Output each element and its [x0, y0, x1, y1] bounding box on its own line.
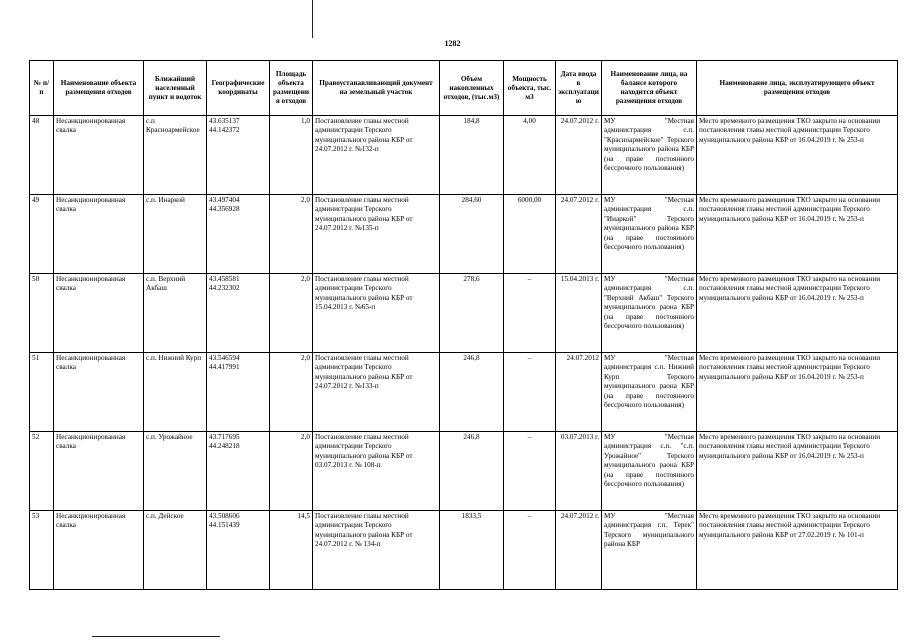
cell-document: Постановление главы местной администрации Терского муниципального района КБР от 24.07.2012 г. №133-п	[313, 353, 440, 432]
scan-mark-bottom	[92, 636, 220, 637]
cell-volume: 1833,5	[440, 511, 504, 590]
cell-area: 2,0	[270, 274, 313, 353]
cell-name: Несанкционированная свалка	[54, 195, 144, 274]
table-row	[30, 353, 898, 432]
cell-area: 2,0	[270, 353, 313, 432]
cell-operator: Место временного размещения ТКО закрыто на основании постановления главы местной администрации Терского муниципального района КБР от 16.04.2019 г. № 253-п	[697, 195, 898, 274]
cell-area: 2,0	[270, 195, 313, 274]
cell-coords: 43.458581 44.232302	[207, 274, 270, 353]
cell-num: 48	[30, 116, 54, 195]
cell-area: 2,0	[270, 432, 313, 511]
cell-balance-holder: МУ "Местная администрация с.п. "Верхний Акбаш" Терского муниципального раона КБР (на праве постоянного бессрочного пользования)	[602, 274, 697, 353]
table-row	[30, 116, 898, 195]
cell-settlement: с.п. Дейское	[144, 511, 207, 590]
table-row	[30, 195, 898, 274]
table-row	[30, 274, 898, 353]
cell-balance-holder: МУ "Местная администрация с.п. Нижний Курп Терского муниципального раона КБР (на праве постоянного бессрочного пользования)	[602, 353, 697, 432]
cell-date: 24.07.2012	[556, 353, 602, 432]
cell-operator: Место временного размещения ТКО закрыто на основании постановления главы местной администрации Терского муниципального района КБР от 16.04.2019 г. № 253-п	[697, 353, 898, 432]
cell-num: 49	[30, 195, 54, 274]
col-header-volume: Объем накопленных отходов, (тыс.м3)	[440, 61, 504, 116]
cell-balance-holder: МУ "Местная администрация с.п. "Инаркой" Терского муниципального района КБР (на праве постоянного бессрочного пользования)	[602, 195, 697, 274]
cell-document: Постановление главы местной администрации Терского муниципального района КБР от 24.07.2012 г. №132-п	[313, 116, 440, 195]
cell-coords: 43.717695 44.248218	[207, 432, 270, 511]
cell-capacity: –	[504, 511, 556, 590]
cell-document: Постановление главы местной администрации Терского муниципального района КБР от 03.07.2013 г. № 108-п	[313, 432, 440, 511]
col-header-document: Правоустанавливающий документ на земельный участок	[313, 61, 440, 116]
cell-settlement: с.п. Нижний Курп	[144, 353, 207, 432]
waste-sites-table	[29, 60, 898, 590]
cell-balance-holder: МУ "Местная администрация с.п. "Красноармейское" Терского муниципального района КБР (на праве постоянного бессрочного пользования)	[602, 116, 697, 195]
cell-capacity: –	[504, 274, 556, 353]
cell-date: 24.07.2012 г.	[556, 195, 602, 274]
col-header-num: № п/п	[30, 61, 54, 116]
cell-operator: Место временного размещения ТКО закрыто на основании постановления главы местной администрации Терского муниципального района КБР от 16.04.2019 г. № 253-п	[697, 274, 898, 353]
cell-date: 03.07.2013 г.	[556, 432, 602, 511]
col-header-date: Дата ввода в эксплуатацию	[556, 61, 602, 116]
cell-area: 14,5	[270, 511, 313, 590]
cell-volume: 246,8	[440, 353, 504, 432]
cell-operator: Место временного размещения ТКО закрыто на основании постановления главы местной администрации Терского муниципального района КБР от 16.04.2019 г. № 253-п	[697, 116, 898, 195]
cell-capacity: 4,00	[504, 116, 556, 195]
cell-capacity: –	[504, 353, 556, 432]
cell-date: 24.07.2012 г.	[556, 116, 602, 195]
cell-document: Постановление главы местной администрации Терского муниципального района КБР от 24.07.2012 г. № 134-п	[313, 511, 440, 590]
table-header	[30, 61, 898, 116]
cell-coords: 43.497404 44.356928	[207, 195, 270, 274]
cell-operator: Место временного размещения ТКО закрыто на основании постановления главы местной администрации Терского муниципального района КБР от 16.04.2019 г. № 253-п	[697, 432, 898, 511]
cell-volume: 246,8	[440, 432, 504, 511]
cell-date: 24.07.2012 г.	[556, 511, 602, 590]
cell-balance-holder: МУ "Местная администрация г.п. Терек" Терского муниципального района КБР	[602, 511, 697, 590]
cell-num: 52	[30, 432, 54, 511]
cell-balance-holder: МУ "Местная администрация с.п. "с.п. Урожайное" Терского муниципального раона КБР (на праве постоянного бессрочного пользования)	[602, 432, 697, 511]
cell-document: Постановление главы местной администрации Терского муниципального района КБР от 24.07.2012 г. №135-п	[313, 195, 440, 274]
cell-capacity: 6000,00	[504, 195, 556, 274]
cell-coords: 43.635137 44.142372	[207, 116, 270, 195]
table-row	[30, 432, 898, 511]
cell-name: Несанкционированная свалка	[54, 116, 144, 195]
cell-settlement: с.п Красноармейское	[144, 116, 207, 195]
col-header-balance-holder: Наименование лица, на балансе которого находится объект размещения отходов	[602, 61, 697, 116]
cell-volume: 278,6	[440, 274, 504, 353]
col-header-coords: Географические координаты	[207, 61, 270, 116]
col-header-area: Площадь объекта размещения отходов	[270, 61, 313, 116]
cell-name: Несанкционированная свалка	[54, 511, 144, 590]
col-header-name: Наименование объекта размещения отходов	[54, 61, 144, 116]
cell-num: 53	[30, 511, 54, 590]
col-header-operator: Наименование лица, эксплуатирующего объект размещения отходов	[697, 61, 898, 116]
cell-coords: 43.508606 44.151439	[207, 511, 270, 590]
cell-volume: 284,60	[440, 195, 504, 274]
cell-capacity: –	[504, 432, 556, 511]
table-body	[30, 116, 898, 590]
cell-settlement: с.п. Верхний Акбаш	[144, 274, 207, 353]
cell-area: 1,0	[270, 116, 313, 195]
page-number: 1282	[444, 39, 461, 48]
cell-name: Несанкционированная свалка	[54, 353, 144, 432]
cell-document: Постановление главы местной администрации Терского муниципального района КБР от 15.04.2013 г. №65-п	[313, 274, 440, 353]
cell-num: 51	[30, 353, 54, 432]
cell-num: 50	[30, 274, 54, 353]
cell-settlement: с.п. Инаркой	[144, 195, 207, 274]
cell-volume: 184,8	[440, 116, 504, 195]
col-header-settlement: Ближайший населенный пункт и водоток	[144, 61, 207, 116]
cell-coords: 43.546594 44.417991	[207, 353, 270, 432]
col-header-capacity: Мощность объекта, тыс. м3	[504, 61, 556, 116]
scan-mark-top	[312, 0, 313, 38]
cell-settlement: с.п. Урожайное	[144, 432, 207, 511]
cell-operator: Место временного размещения ТКО закрыто на основании постановления главы местной администрации Терского муниципального района КБР от 27.02.2019 г. № 101-п	[697, 511, 898, 590]
cell-name: Несанкционированная свалка	[54, 274, 144, 353]
cell-name: Несанкционированная свалка	[54, 432, 144, 511]
table-row	[30, 511, 898, 590]
cell-date: 15.04.2013 г.	[556, 274, 602, 353]
